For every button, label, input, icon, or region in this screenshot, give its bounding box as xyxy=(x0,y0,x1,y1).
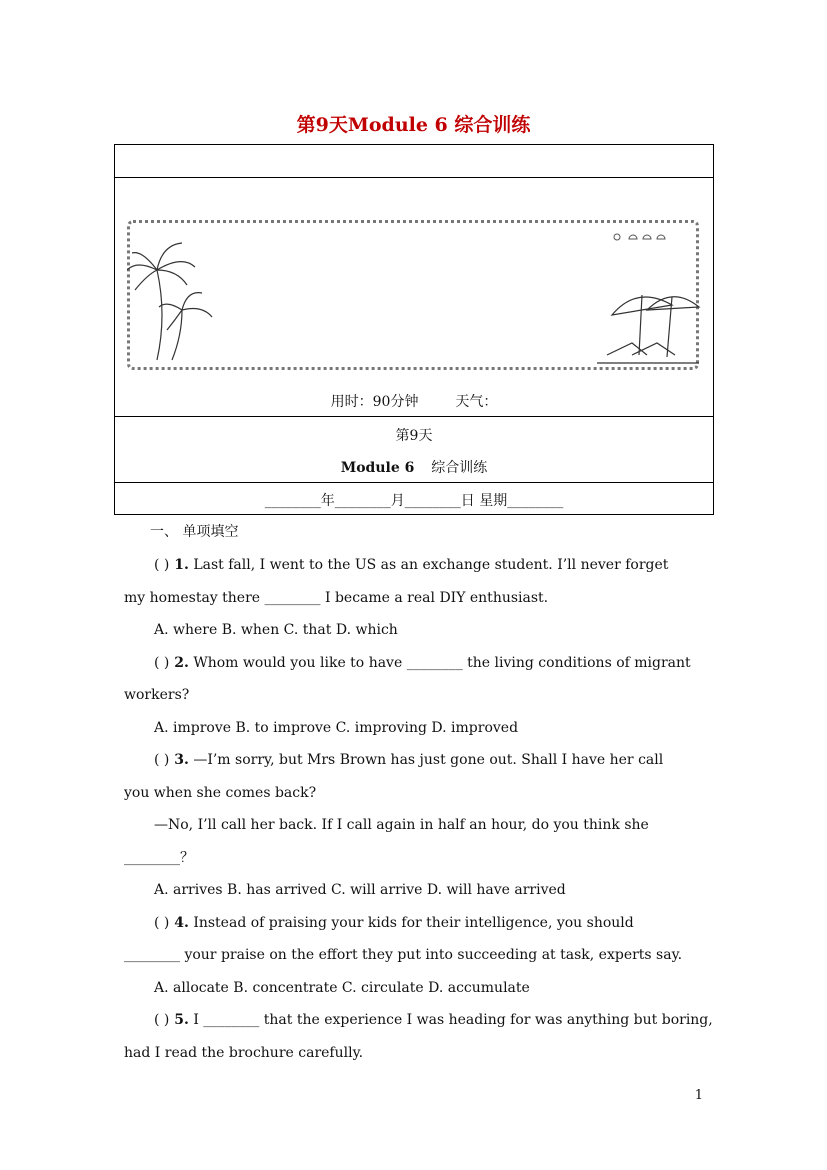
question-text: I ________ that the experience I was heading for was anything but boring, xyxy=(188,1012,713,1028)
question-stem xyxy=(154,913,704,933)
question-continuation: you when she comes back? xyxy=(124,784,317,801)
weather-icons xyxy=(127,215,701,375)
question-text: Whom would you like to have ________ the living conditions of migrant xyxy=(188,654,691,671)
answer-blank: ( ) xyxy=(154,1012,170,1028)
question-options: —No, I’ll call her back. If I call again in half an hour, do you think she xyxy=(154,817,649,833)
header-frame xyxy=(114,144,714,515)
question-options: A. where B. when C. that D. which xyxy=(154,622,398,638)
question-continuation: my homestay there ________ I became a real DIY enthusiast. xyxy=(124,589,549,606)
question-continuation: had I read the brochure carefully. xyxy=(124,1044,364,1061)
section-heading: 一、 单项填空 xyxy=(150,524,239,540)
divider xyxy=(115,482,713,483)
answer-blank: ( ) xyxy=(154,557,170,573)
question-continuation: ________ your praise on the effort they put into succeeding at task, experts say. xyxy=(124,947,683,963)
question-options: A. improve B. to improve C. improving D. improved xyxy=(154,719,519,736)
question-stem xyxy=(154,750,704,770)
question-stem xyxy=(154,653,704,673)
module-heading xyxy=(115,457,713,477)
question-options: A. allocate B. concentrate C. circulate D. accumulate xyxy=(154,979,530,996)
question-options: A. arrives B. has arrived C. will arrive D. will have arrived xyxy=(154,882,566,898)
question-number: 2. xyxy=(169,654,189,671)
question-stem xyxy=(154,1010,713,1030)
time-label: 用时：90分钟 xyxy=(330,394,419,410)
question-number: 1. xyxy=(169,557,189,573)
page-number: 1 xyxy=(694,1088,703,1103)
day-label: 第9天 xyxy=(395,428,433,444)
question-number: 3. xyxy=(169,752,189,768)
page-title: 第9天Module 6 综合训练 xyxy=(296,114,531,136)
answer-blank: ( ) xyxy=(154,914,170,931)
question-text: —I’m sorry, but Mrs Brown has just gone out. Shall I have her call xyxy=(188,752,664,768)
question-text: Instead of praising your kids for their intelligence, you should xyxy=(188,914,634,931)
module-name: Module 6 xyxy=(340,460,415,476)
cover-illustration xyxy=(127,215,701,375)
question-continuation: ________？ xyxy=(124,849,194,866)
divider xyxy=(115,416,713,417)
question-continuation: workers? xyxy=(124,687,190,703)
answer-blank: ( ) xyxy=(154,752,170,768)
question-stem xyxy=(154,555,704,575)
answer-blank: ( ) xyxy=(154,654,170,671)
question-number: 4. xyxy=(169,914,189,931)
module-title: 综合训练 xyxy=(431,460,488,476)
cover-info xyxy=(115,391,713,411)
weather-label: 天气： xyxy=(455,394,498,410)
question-text: Last fall, I went to the US as an exchange student. I’ll never forget xyxy=(188,557,669,573)
question-number: 5. xyxy=(169,1012,189,1028)
date-line: ________年________月________日 星期________ xyxy=(264,493,564,509)
divider xyxy=(115,177,713,178)
